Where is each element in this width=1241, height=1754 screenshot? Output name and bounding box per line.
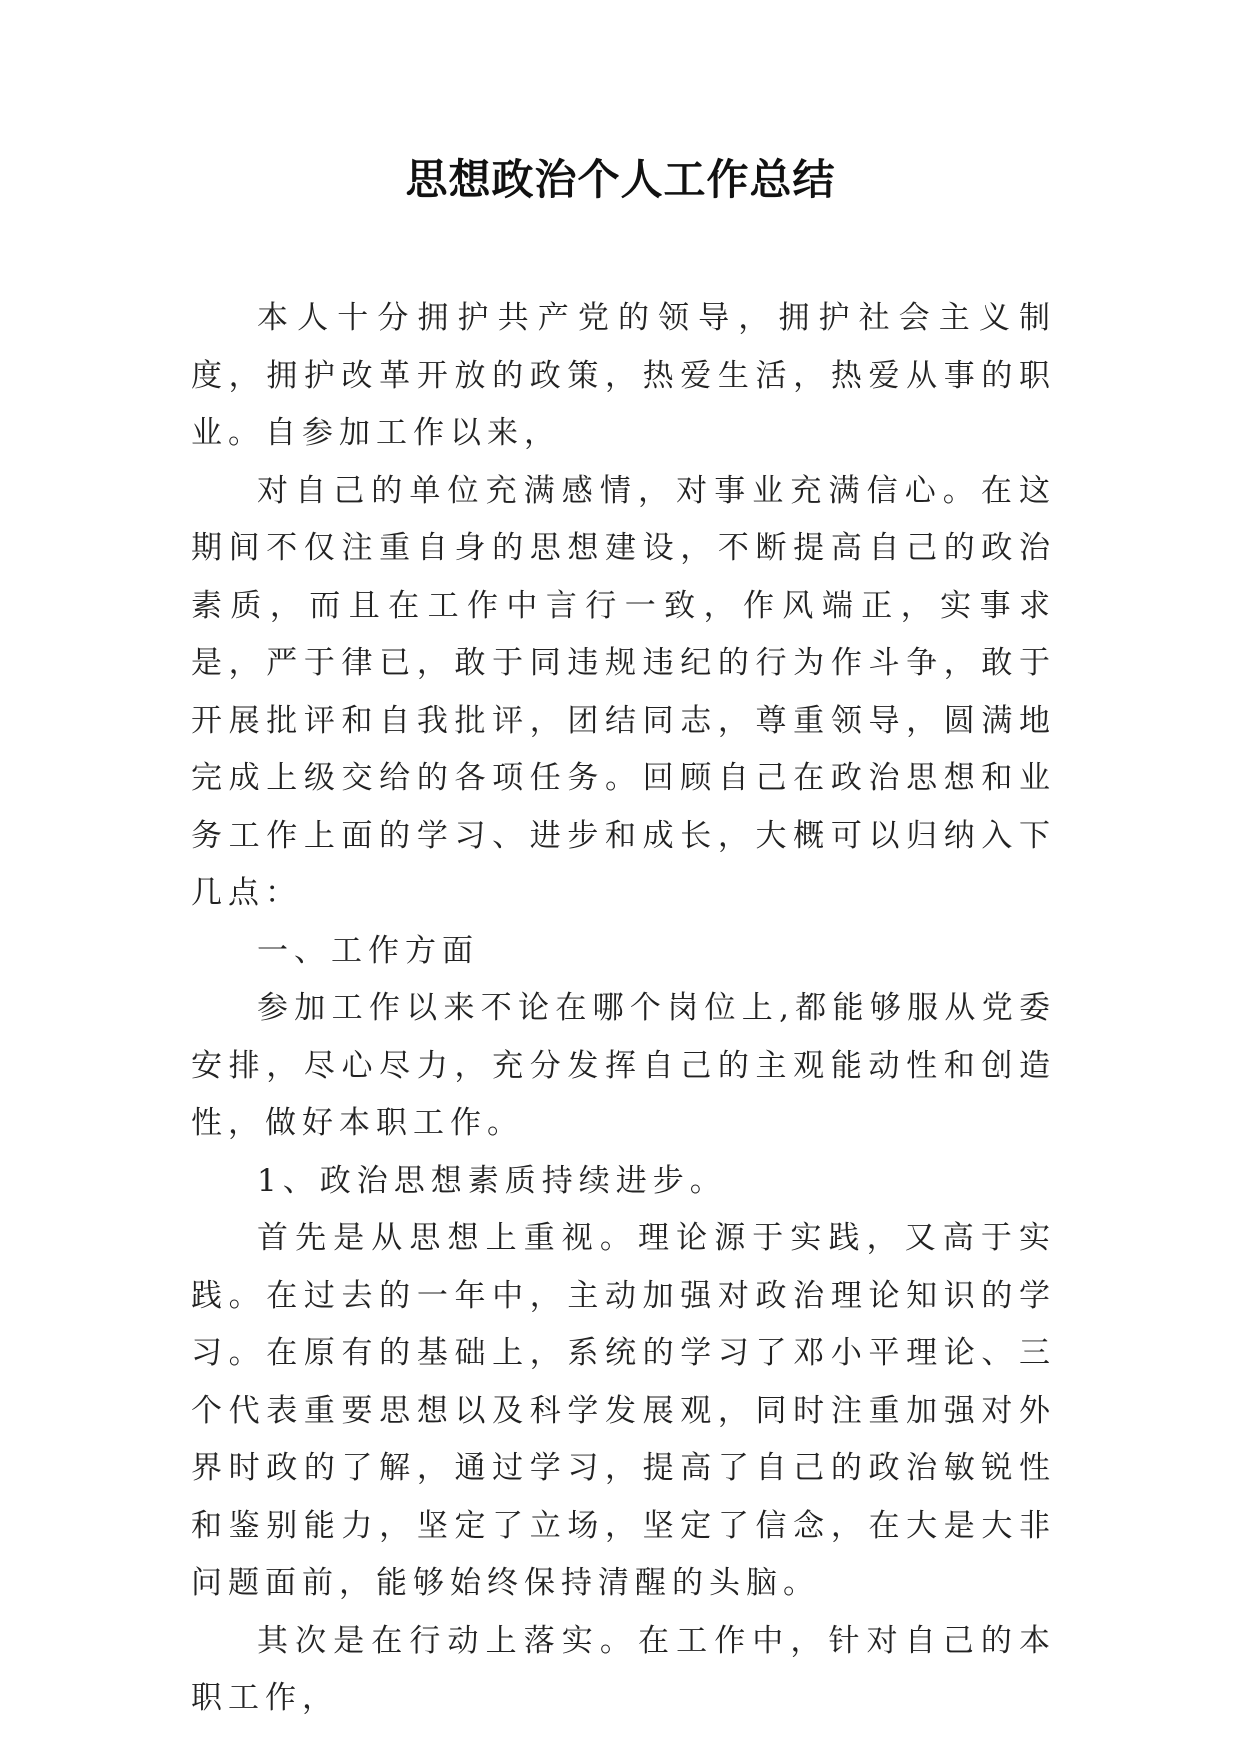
document-body [191, 290, 1056, 1728]
section-heading: 一、工作方面 [257, 932, 479, 969]
paragraph: 其次是在行动上落实。在工作中，针对自己的本职工作， [191, 1622, 1056, 1716]
subsection-heading: 1、政治思想素质持续进步。 [257, 1162, 727, 1199]
document-title: 思想政治个人工作总结 [405, 155, 836, 204]
paragraph: 参加工作以来不论在哪个岗位上,都能够服从党委安排，尽心尽力，充分发挥自己的主观能动性和创造性，做好本职工作。 [191, 990, 1056, 1141]
paragraph: 对自己的单位充满感情，对事业充满信心。在这期间不仅注重自身的思想建设，不断提高自己的政治素质，而且在工作中言行一致，作风端正，实事求是，严于律已，敢于同违规违纪的行为作斗争，敢于开展批评和自我批评，团结同志，尊重领导，圆满地完成上级交给的各项任务。回顾自己在政治思想和业务工作上面的学习、进步和成长，大概可以归纳入下几点： [191, 472, 1056, 911]
paragraph: 首先是从思想上重视。理论源于实践，又高于实践。在过去的一年中，主动加强对政治理论知识的学习。在原有的基础上，系统的学习了邓小平理论、三个代表重要思想以及科学发展观，同时注重加强对外界时政的了解，通过学习，提高了自己的政治敏锐性和鉴别能力，坚定了立场，坚定了信念，在大是大非问题面前，能够始终保持清醒的头脑。 [191, 1220, 1056, 1601]
paragraph: 本人十分拥护共产党的领导，拥护社会主义制度，拥护改革开放的政策，热爱生活，热爱从事的职业。自参加工作以来， [191, 300, 1056, 451]
